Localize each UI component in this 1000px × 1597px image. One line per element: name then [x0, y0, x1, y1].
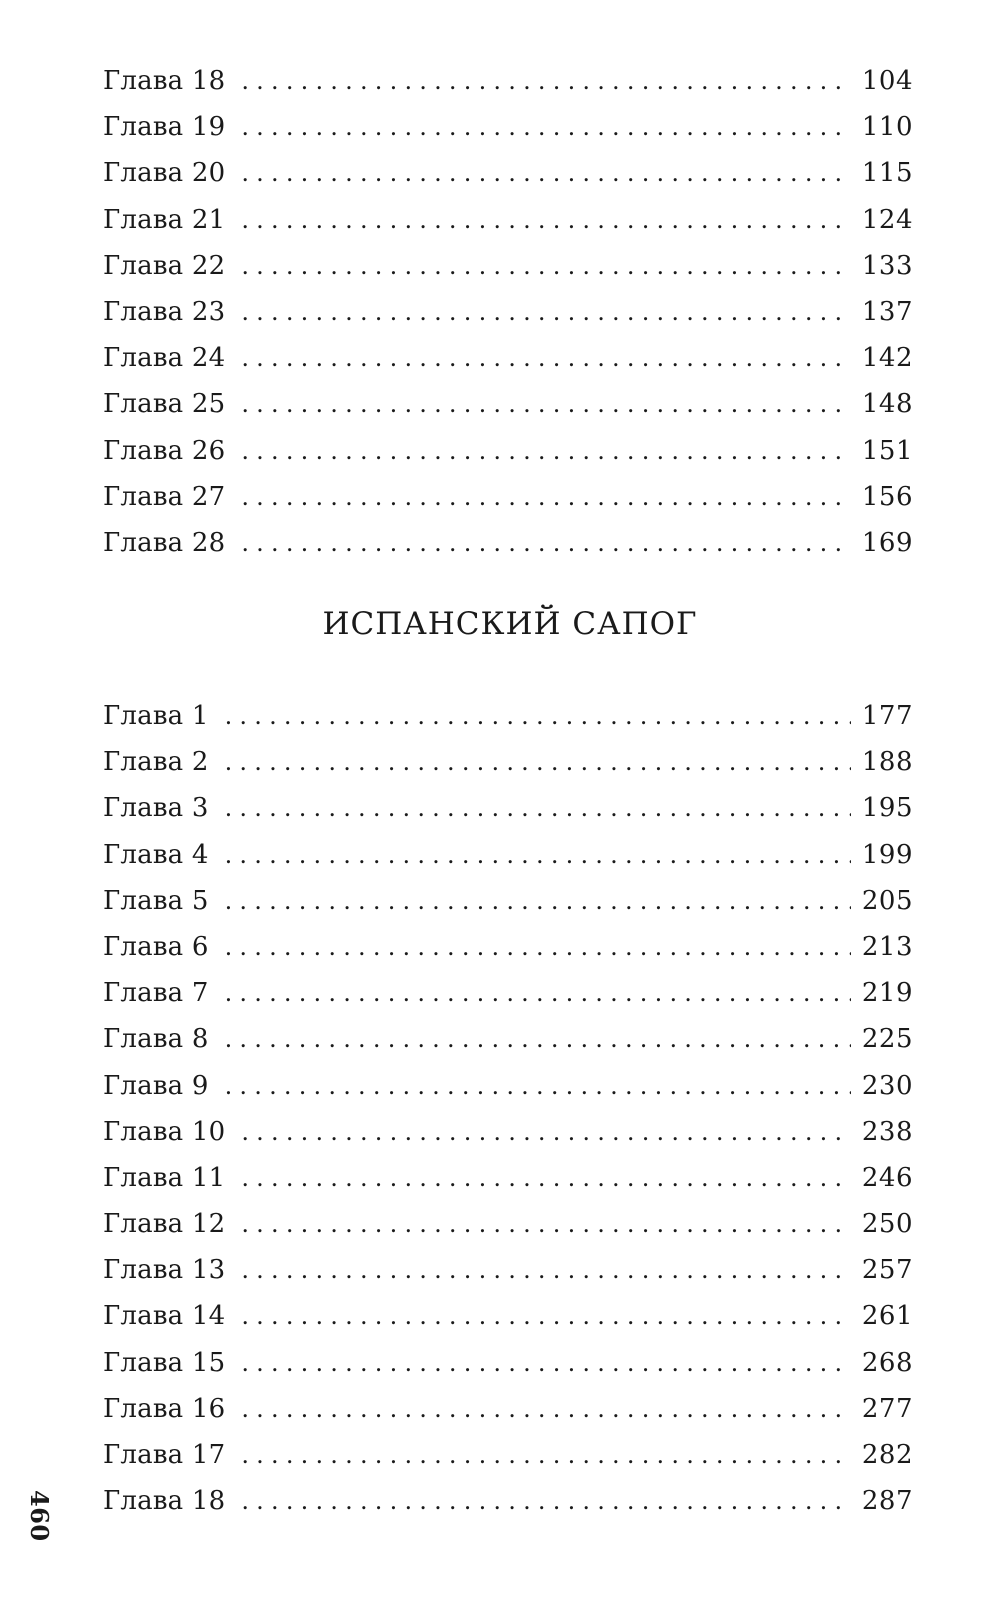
toc-entry-page-number: 199 — [861, 839, 913, 870]
toc-entry-label: Глава 10 — [103, 1116, 226, 1147]
page-number: 460 — [25, 1490, 54, 1542]
dot-leader — [225, 693, 851, 739]
dot-leader — [225, 739, 851, 785]
toc-entry-page-number: 177 — [861, 701, 913, 731]
table-of-contents-continued — [103, 58, 913, 566]
toc-entry — [103, 335, 913, 381]
toc-entry — [103, 1432, 913, 1478]
toc-entry-label: Глава 28 — [103, 527, 226, 558]
toc-entry-label: Глава 26 — [103, 435, 226, 466]
toc-entry-label: Глава 11 — [103, 1162, 226, 1193]
toc-entry — [103, 58, 913, 104]
dot-leader — [241, 1386, 851, 1432]
dot-leader — [225, 970, 851, 1016]
toc-entry-page-number: 282 — [861, 1440, 913, 1470]
toc-entry-page-number: 195 — [861, 793, 913, 824]
toc-entry-page-number: 287 — [861, 1486, 913, 1517]
toc-entry — [103, 1109, 913, 1155]
dot-leader — [225, 832, 851, 878]
toc-entry-page-number: 188 — [861, 747, 913, 778]
toc-entry-page-number: 238 — [861, 1116, 913, 1147]
dot-leader — [241, 150, 851, 196]
dot-leader — [225, 1063, 851, 1109]
toc-entry — [103, 289, 913, 335]
dot-leader — [241, 1432, 851, 1478]
toc-entry — [103, 1340, 913, 1386]
toc-entry — [103, 1155, 913, 1201]
dot-leader — [241, 428, 851, 474]
toc-entry-page-number: 219 — [861, 978, 913, 1009]
toc-entry-page-number: 261 — [861, 1301, 913, 1332]
toc-entry-label: Глава 13 — [103, 1255, 226, 1286]
toc-entry-label: Глава 5 — [103, 885, 209, 916]
toc-entry-page-number: 277 — [861, 1393, 913, 1424]
toc-entry-label: Глава 27 — [103, 481, 226, 512]
toc-entry-page-number: 156 — [861, 481, 913, 512]
toc-entry — [103, 739, 913, 785]
toc-entry-page-number: 250 — [861, 1209, 913, 1240]
dot-leader — [241, 1340, 851, 1386]
toc-entry-label: Глава 9 — [103, 1070, 209, 1101]
toc-entry-label: Глава 20 — [103, 158, 226, 189]
toc-entry — [103, 878, 913, 924]
toc-entry-page-number: 213 — [861, 931, 913, 962]
dot-leader — [225, 878, 851, 924]
dot-leader — [241, 197, 851, 243]
toc-entry-label: Глава 14 — [103, 1301, 226, 1332]
toc-entry — [103, 1201, 913, 1247]
dot-leader — [241, 520, 851, 566]
dot-leader — [241, 335, 851, 381]
toc-entry — [103, 104, 913, 150]
toc-entry-page-number: 110 — [861, 112, 913, 143]
toc-entry — [103, 1386, 913, 1432]
toc-entry-page-number: 124 — [861, 204, 913, 235]
table-of-contents-section — [103, 693, 913, 1524]
dot-leader — [241, 1109, 851, 1155]
toc-entry — [103, 428, 913, 474]
toc-entry — [103, 924, 913, 970]
dot-leader — [241, 381, 851, 427]
toc-entry-page-number: 142 — [861, 343, 913, 374]
dot-leader — [241, 1155, 851, 1201]
toc-entry-page-number: 137 — [861, 296, 913, 327]
toc-entry-page-number: 104 — [861, 66, 913, 96]
dot-leader — [225, 785, 851, 831]
toc-entry — [103, 197, 913, 243]
toc-entry-label: Глава 25 — [103, 389, 226, 420]
toc-entry-page-number: 169 — [861, 527, 913, 558]
dot-leader — [241, 58, 851, 104]
toc-entry — [103, 832, 913, 878]
toc-entry-page-number: 133 — [861, 250, 913, 281]
toc-entry-label: Глава 8 — [103, 1024, 209, 1055]
toc-entry — [103, 1247, 913, 1293]
toc-entry — [103, 150, 913, 196]
toc-entry — [103, 520, 913, 566]
toc-entry — [103, 785, 913, 831]
toc-entry — [103, 474, 913, 520]
toc-entry-page-number: 151 — [861, 435, 913, 466]
toc-entry-label: Глава 15 — [103, 1347, 226, 1378]
toc-entry-label: Глава 12 — [103, 1209, 226, 1240]
toc-entry — [103, 970, 913, 1016]
toc-entry-label: Глава 21 — [103, 204, 226, 235]
toc-entry-label: Глава 1 — [103, 701, 209, 731]
toc-entry-label: Глава 18 — [103, 66, 226, 96]
toc-entry-label: Глава 24 — [103, 343, 226, 374]
toc-entry-label: Глава 4 — [103, 839, 209, 870]
toc-entry-label: Глава 3 — [103, 793, 209, 824]
dot-leader — [241, 289, 851, 335]
toc-entry — [103, 381, 913, 427]
toc-entry-label: Глава 18 — [103, 1486, 226, 1517]
toc-entry-page-number: 205 — [861, 885, 913, 916]
dot-leader — [241, 1201, 851, 1247]
toc-entry-label: Глава 22 — [103, 250, 226, 281]
toc-entry-page-number: 230 — [861, 1070, 913, 1101]
toc-entry-page-number: 148 — [861, 389, 913, 420]
toc-entry-label: Глава 6 — [103, 931, 209, 962]
dot-leader — [241, 104, 851, 150]
toc-entry — [103, 243, 913, 289]
toc-entry — [103, 1063, 913, 1109]
dot-leader — [241, 1478, 851, 1524]
toc-entry-label: Глава 7 — [103, 978, 209, 1009]
dot-leader — [225, 924, 851, 970]
toc-entry-label: Глава 2 — [103, 747, 209, 778]
toc-entry-page-number: 115 — [861, 158, 913, 189]
toc-entry-label: Глава 16 — [103, 1393, 226, 1424]
toc-entry — [103, 1016, 913, 1062]
toc-entry — [103, 693, 913, 739]
dot-leader — [241, 243, 851, 289]
dot-leader — [241, 1293, 851, 1339]
dot-leader — [241, 474, 851, 520]
toc-entry-page-number: 257 — [861, 1255, 913, 1286]
toc-entry-page-number: 225 — [861, 1024, 913, 1055]
toc-entry-page-number: 246 — [861, 1162, 913, 1193]
toc-entry-label: Глава 19 — [103, 112, 226, 143]
toc-entry-page-number: 268 — [861, 1347, 913, 1378]
dot-leader — [241, 1247, 851, 1293]
toc-entry — [103, 1293, 913, 1339]
toc-entry-label: Глава 17 — [103, 1440, 226, 1470]
toc-entry-label: Глава 23 — [103, 296, 226, 327]
section-title: ИСПАНСКИЙ САПОГ — [322, 606, 698, 642]
toc-entry — [103, 1478, 913, 1524]
dot-leader — [225, 1016, 851, 1062]
